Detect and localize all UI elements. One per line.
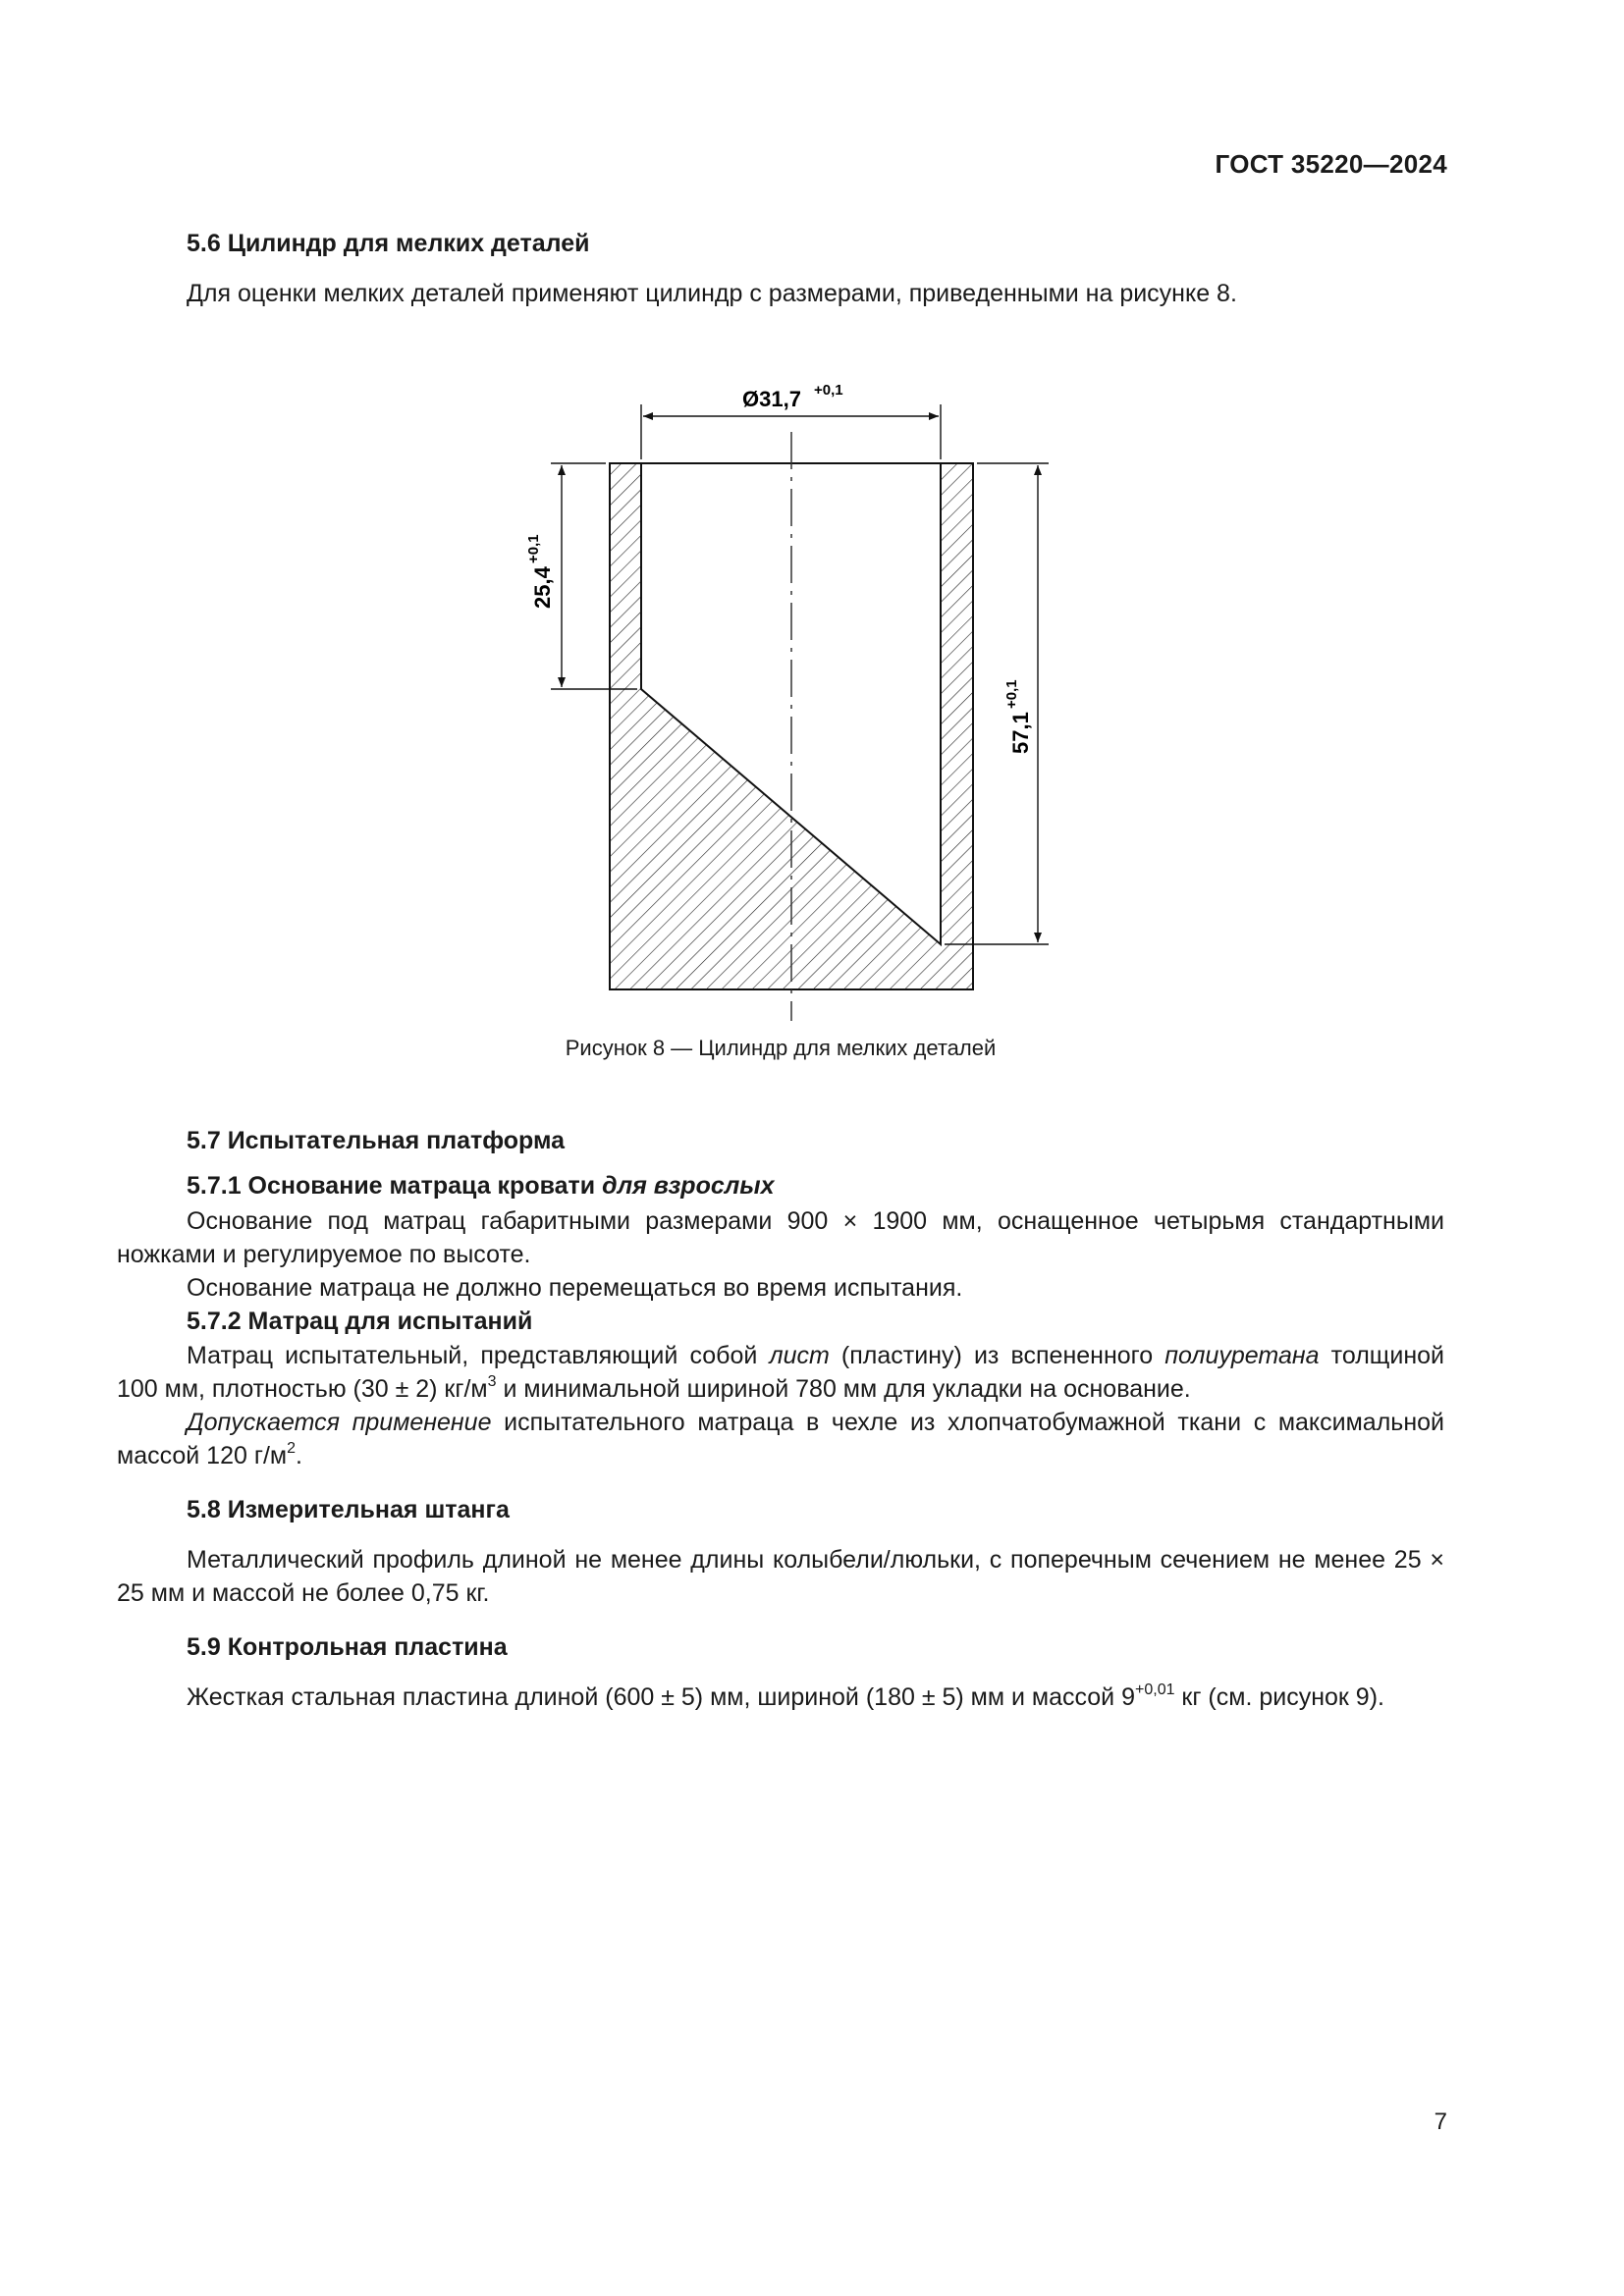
left-height-label: 25,4 bbox=[530, 566, 555, 609]
section-5-7-2-heading: 5.7.2 Матрац для испытаний bbox=[187, 1308, 533, 1335]
section-5-7-1-text-1: Основание под матрац габаритными размерами 900 × 1900 мм, оснащенное четырьмя стандартными ножками и регулируемое по высоте. bbox=[117, 1207, 1444, 1268]
section-5-8-heading: 5.8 Измерительная штанга bbox=[187, 1496, 510, 1523]
page-number: 7 bbox=[1434, 2109, 1447, 2135]
section-5-6-text: Для оценки мелких деталей применяют цилиндр с размерами, приведенными на рисунке 8. bbox=[187, 280, 1237, 307]
diameter-tolerance: +0,1 bbox=[814, 382, 843, 399]
section-5-7-2-text-1: Матрац испытательный, представляющий собой лист (пластину) из вспененного полиуретана толщиной 100 мм, плотностью (30 ± 2) $кг/м^3$ и минимальной шириной 780 мм для укладки на основание. bbox=[117, 1342, 1444, 1403]
section-5-6-heading: 5.6 Цилиндр для мелких деталей bbox=[187, 230, 590, 257]
section-5-7-1-heading: 5.7.1 Основание матраца кровати для взрослых bbox=[187, 1172, 775, 1200]
standard-number: ГОСТ 35220—2024 bbox=[1215, 149, 1447, 179]
section-5-9-text: Жесткая стальная пластина длиной (600 ± 5) мм, шириной (180 ± 5) мм и массой $9^{+0,01}$ кг (см. рисунок 9). bbox=[187, 1681, 1384, 1711]
right-height-label: 57,1 bbox=[1008, 712, 1033, 754]
figure-8-caption: Рисунок 8 — Цилиндр для мелких деталей bbox=[565, 1036, 997, 1060]
section-5-7-1-text-2: Основание матраца не должно перемещаться во время испытания. bbox=[187, 1274, 963, 1302]
section-5-9-heading: 5.9 Контрольная пластина bbox=[187, 1633, 508, 1661]
section-5-7-2-text-2: Допускается применение испытательного матраца в чехле из хлопчатобумажной ткани с максимальной массой 120 $г/м^2$. bbox=[117, 1409, 1444, 1469]
figure-8-cylinder-drawing bbox=[0, 0, 1624, 1099]
section-5-7-heading: 5.7 Испытательная платформа bbox=[187, 1127, 566, 1154]
left-height-tolerance: +0,1 bbox=[525, 534, 542, 563]
diameter-label: Ø31,7 bbox=[742, 387, 801, 411]
right-height-tolerance: +0,1 bbox=[1003, 679, 1020, 709]
section-5-8-text: Металлический профиль длиной не менее длины колыбели/люльки, с поперечным сечением не менее 25 × 25 мм и массой не более 0,75 кг. bbox=[117, 1546, 1444, 1607]
